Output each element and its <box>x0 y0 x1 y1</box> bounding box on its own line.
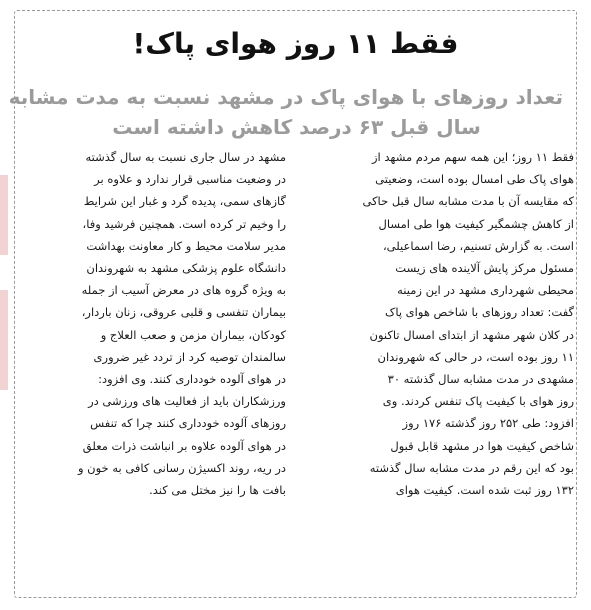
body-line: در هوای آلوده خودداری کنند. وی افزود: <box>98 372 286 387</box>
body-line: بافت ها را نیز مختل می کند. <box>149 483 286 498</box>
side-color-mark-top <box>0 175 8 255</box>
article-title: فقط ۱۱ روز هوای پاک! <box>132 27 459 60</box>
body-line: است. به گزارش تسنیم، رضا اسماعیلی، <box>382 238 574 253</box>
article-column-left <box>20 146 286 501</box>
body-line: در ریه، روند اکسیژن رسانی کافی به خون و <box>77 460 286 475</box>
body-line: ۱۱ روز بوده است، در حالی که شهروندان <box>377 349 574 364</box>
side-color-mark-bottom <box>0 290 8 390</box>
body-line: محیطی شهرداری مشهد در این زمینه <box>397 283 574 298</box>
body-line: مسئول مرکز پایش آلاینده های زیست <box>395 261 574 276</box>
body-line: کودکان، بیماران مزمن و صعب العلاج و <box>100 327 286 342</box>
subtitle-line: سال قبل ۶۳ درصد کاهش داشته است <box>112 115 481 139</box>
article-column-right <box>298 146 574 501</box>
article-subtitle <box>8 82 563 142</box>
body-line: بود که این رقم در مدت مشابه سال گذشته <box>369 460 574 475</box>
body-line: در کلان شهر مشهد از ابتدای امسال تاکنون <box>369 327 574 342</box>
body-line: گفت: تعداد روزهای با شاخص هوای پاک <box>385 305 574 320</box>
body-line: دانشگاه علوم پزشکی مشهد به شهروندان <box>86 261 286 276</box>
subtitle-line: تعداد روزهای با هوای پاک در مشهد نسبت به مدت مشابه <box>8 85 563 109</box>
body-line: افزود: طی ۲۵۲ روز گذشته ۱۷۶ روز <box>402 416 574 431</box>
body-line: در وضعیت مناسبی قرار ندارد و علاوه بر <box>94 172 286 187</box>
body-line: از کاهش چشمگیر کیفیت هوا طی امسال <box>378 216 574 231</box>
body-line: مشهد در سال جاری نسبت به سال گذشته <box>85 150 286 164</box>
body-line: را وخیم تر کرده است. همچنین فرشید وفا، <box>82 216 286 231</box>
body-line: هوای پاک طی امسال بوده است، وضعیتی <box>375 172 574 187</box>
body-line: در هوای آلوده علاوه بر انباشت ذرات معلق <box>82 438 286 453</box>
body-line: فقط ۱۱ روز؛ این همه سهم مردم مشهد از <box>371 150 574 164</box>
body-line: گازهای سمی، پدیده گرد و غبار این شرایط <box>83 194 286 209</box>
body-line: روزهای آلوده خودداری کنند چرا که تنفس <box>90 416 286 431</box>
body-line: بیماران تنفسی و قلبی عروقی، زنان باردار، <box>81 305 286 320</box>
body-line: که مقایسه آن با مدت مشابه سال قبل حاکی <box>362 194 574 209</box>
body-line: مشهدی در مدت مشابه سال گذشته ۳۰ <box>387 372 574 387</box>
body-line: به ویژه گروه های در معرض آسیب از جمله <box>81 283 286 298</box>
body-line: مدیر سلامت محیط و کار معاونت بهداشت <box>86 238 286 253</box>
body-line: ۱۳۲ روز ثبت شده است. کیفیت هوای <box>395 483 574 498</box>
body-line: ورزشکاران باید از فعالیت های ورزشی در <box>88 394 286 409</box>
body-line: سالمندان توصیه کرد از تردد غیر ضروری <box>93 349 286 364</box>
body-line: شاخص کیفیت هوا در مشهد قابل قبول <box>390 438 574 453</box>
body-line: روز هوای با کیفیت پاک تنفس کردند. وی <box>382 394 574 409</box>
